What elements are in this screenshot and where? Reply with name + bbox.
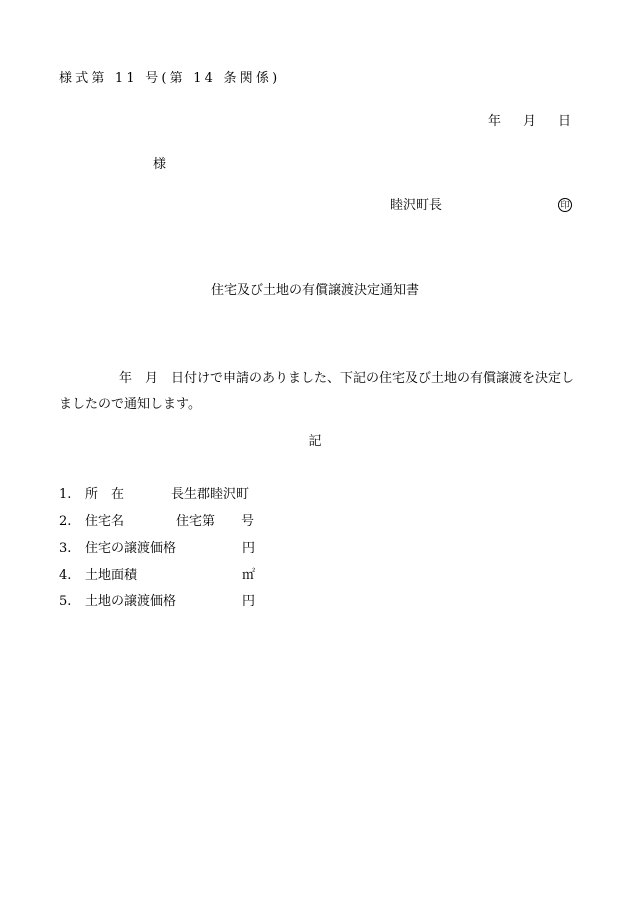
list-item <box>59 514 255 531</box>
date-month: 月 <box>523 114 537 129</box>
item-value: 円 <box>242 541 256 556</box>
seal-mark: 印 <box>558 198 572 212</box>
item-number: 2. <box>59 514 72 529</box>
item-value: 長生郡睦沢町 <box>171 487 250 502</box>
item-label: 住宅の譲渡価格 <box>85 541 177 556</box>
item-label: 土地面積 <box>85 568 138 583</box>
item-label: 住宅名 <box>85 514 125 529</box>
document-title: 住宅及び土地の有償譲渡決定通知書 <box>210 283 419 298</box>
addressee-suffix: 様 <box>153 157 167 172</box>
date-year: 年 <box>488 114 502 129</box>
item-label: 土地の譲渡価格 <box>85 594 177 609</box>
item-value: ㎡ <box>242 568 256 583</box>
item-number: 3. <box>59 541 72 556</box>
list-item <box>59 541 256 558</box>
item-number: 1. <box>59 487 72 502</box>
item-value: 住宅第 号 <box>176 514 255 529</box>
issuer-name: 睦沢町長 <box>390 198 443 213</box>
item-number: 4. <box>59 568 72 583</box>
item-value: 円 <box>242 594 256 609</box>
item-label: 所 在 <box>85 487 125 502</box>
body-paragraph: 年 月 日付けで申請のありました、下記の住宅及び土地の有償譲渡を決定しましたので通知します。 <box>59 371 575 412</box>
date-line <box>488 114 571 131</box>
form-number: 様式第 11 号(第 14 条関係) <box>59 71 281 86</box>
ki-heading: 記 <box>308 434 322 449</box>
list-item <box>59 568 256 585</box>
item-number: 5. <box>59 594 72 609</box>
list-item <box>59 487 250 504</box>
date-day: 日 <box>558 114 572 129</box>
list-item <box>59 594 256 611</box>
